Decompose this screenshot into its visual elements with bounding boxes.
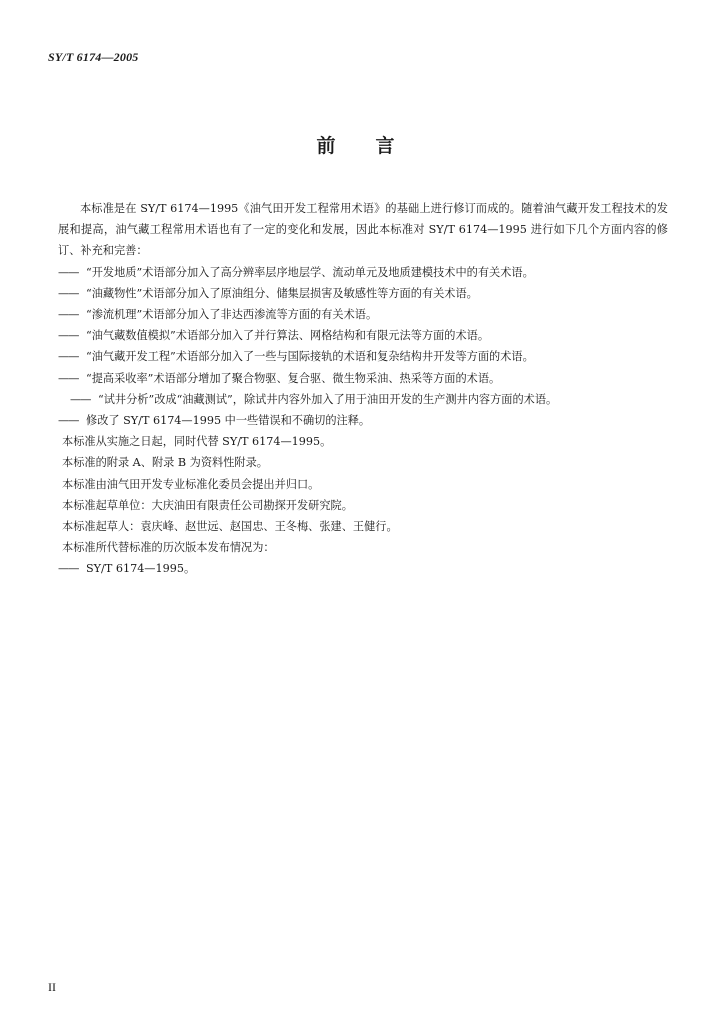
change-item-text: “油藏物性”术语部分加入了原油组分、储集层损害及敏感性等方面的有关术语。 [86, 286, 478, 300]
page-number: II [48, 980, 56, 994]
list-dash: —— [58, 329, 79, 343]
change-item-text: “提高采收率”术语部分增加了聚合物驱、复合驱、微生物采油、热采等方面的术语。 [86, 371, 501, 385]
list-dash: —— [58, 562, 79, 576]
change-item [58, 410, 668, 431]
change-item-text: “渗流机理”术语部分加入了非达西渗流等方面的有关术语。 [86, 308, 378, 322]
change-item-text: “试井分析”改成“油藏测试”，除试井内容外加入了用于油田开发的生产测井内容方面的术语。 [98, 392, 558, 406]
history-item [58, 558, 668, 579]
history-item-text: SY/T 6174—1995。 [86, 562, 196, 576]
list-dash: —— [58, 371, 79, 385]
change-item-text: “油气藏数值模拟”术语部分加入了并行算法、网格结构和有限元法等方面的术语。 [86, 329, 490, 343]
note-line: 本标准的附录 A、附录 B 为资料性附录。 [62, 456, 268, 470]
change-item [58, 262, 668, 283]
change-item [58, 304, 668, 325]
note-line: 本标准从实施之日起，同时代替 SY/T 6174—1995。 [62, 435, 332, 449]
intro-paragraph: 本标准是在 SY/T 6174—1995《油气田开发工程常用术语》的基础上进行修订而成的。随着油气藏开发工程技术的发展和提高，油气藏工程常用术语也有了一定的变化和发展，因此本标准对 SY/T 6174—1995 进行如下几个方面内容的修订、补充和完善： [58, 202, 668, 258]
change-item [58, 325, 668, 346]
page-title: 前言 [316, 135, 435, 157]
change-item-text: 修改了 SY/T 6174—1995 中一些错误和不确切的注释。 [86, 414, 371, 428]
foreword-body [58, 198, 668, 580]
change-item [58, 346, 668, 367]
note-line: 本标准由油气田开发专业标准化委员会提出并归口。 [62, 477, 320, 491]
list-dash: —— [58, 286, 79, 300]
list-dash: —— [70, 392, 91, 406]
list-dash: —— [58, 350, 79, 364]
change-item-text: “油气藏开发工程”术语部分加入了一些与国际接轨的术语和复杂结构井开发等方面的术语。 [86, 350, 534, 364]
note-line: 本标准起草人：袁庆峰、赵世远、赵国忠、王冬梅、张建、王健行。 [62, 520, 398, 534]
list-dash: —— [58, 265, 79, 279]
change-item-text: “开发地质”术语部分加入了高分辨率层序地层学、流动单元及地质建模技术中的有关术语。 [86, 265, 534, 279]
change-item [58, 283, 668, 304]
change-item [58, 368, 668, 389]
document-header-id: SY/T 6174—2005 [48, 50, 139, 64]
note-line: 本标准所代替标准的历次版本发布情况为： [62, 541, 275, 555]
list-dash: —— [58, 414, 79, 428]
note-line: 本标准起草单位：大庆油田有限责任公司勘探开发研究院。 [62, 498, 353, 512]
list-dash: —— [58, 308, 79, 322]
change-item [58, 389, 668, 410]
